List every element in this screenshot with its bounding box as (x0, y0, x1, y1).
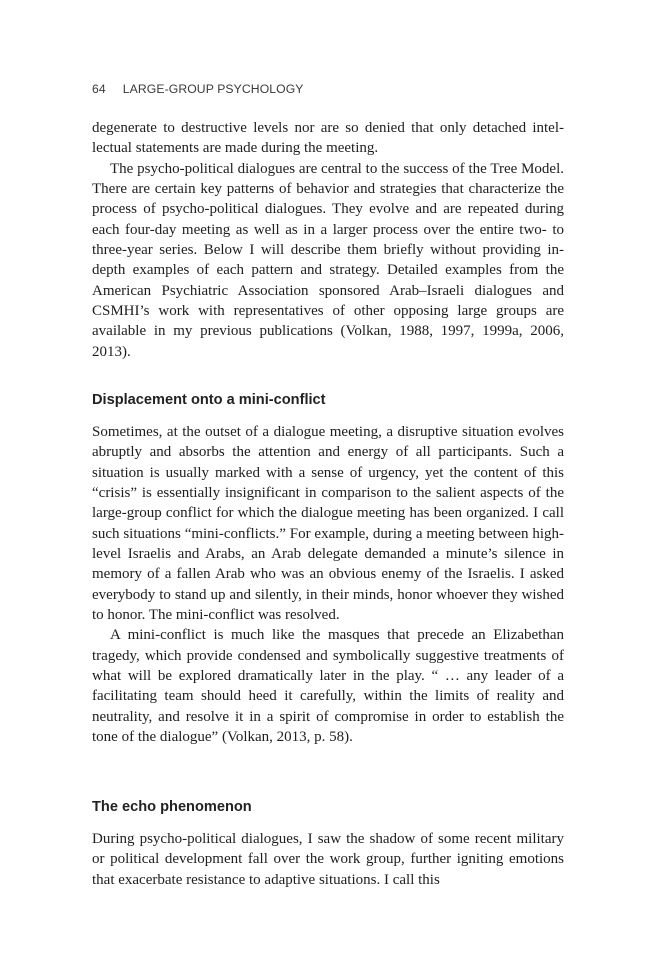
intro-text-block (92, 118, 564, 362)
mini-conflict-text-block (92, 422, 564, 748)
running-title: LARGE-GROUP PSYCHOLOGY (122, 82, 304, 96)
section-heading-echo-phenomenon: The echo phenomenon (92, 799, 252, 815)
mini-conflict-paragraph-2: A mini-conflict is much like the masques that precede an Elizabethan tragedy, which provide condensed and symbolically suggestive treatments of what will be explored dramatically later in the play. “ … any leader of a facilitating team should heed it carefully, within the limits of reality and neutrality, and resolve it in a spirit of compromise in order to establish the tone of the dialogue” (Volkan, 2013, p. 58). (92, 627, 564, 746)
running-head (92, 82, 304, 96)
page-number: 64 (92, 82, 106, 96)
mini-conflict-paragraph-1: Sometimes, at the outset of a dialogue meeting, a disruptive situation evolves abruptly and absorbs the attention and energy of all participants. Such a situation is usually marked with a sense of urgency, yet the content of this “crisis” is essentially insignificant in comparison to the salient aspects of the large-group conflict for which the dialogue meeting has been organized. I call such situations “mini-conflicts.” For example, during a meeting between high-level Israelis and Arabs, an Arab delegate demanded a minute’s silence in memory of a fallen Arab who was an obvious enemy of the Israelis. I asked everybody to stand up and silently, in their minds, honor whoever they wished to honor. The mini-conflict was resolved. (92, 424, 564, 624)
section-heading-mini-conflict: Displacement onto a mini-conflict (92, 392, 326, 408)
echo-phenomenon-text-block (92, 829, 564, 890)
continued-paragraph: degenerate to destructive levels nor are so denied that only detached intellectual statements are made during the meeting. (92, 120, 564, 157)
echo-phenomenon-paragraph: During psycho-political dialogues, I saw the shadow of some recent military or political development fall over the work group, further igniting emotions that exacerbate resistance to adaptive situations. I call this (92, 831, 564, 888)
tree-model-paragraph: The psycho-political dialogues are central to the success of the Tree Model. There are certain key patterns of behavior and strategies that characterize the process of psycho-political dialogues. They evolve and are repeated during each four-day meeting as well as in a larger process over the entire two- to three-year series. Below I will describe them briefly without providing in-depth examples of each pattern and strategy. Detailed examples from the American Psychiatric Association sponsored Arab–Israeli dialogues and CSMHI’s work with representatives of other opposing large groups are available in my previous publications (Volkan, 1988, 1997, 1999a, 2006, 2013). (92, 160, 564, 360)
